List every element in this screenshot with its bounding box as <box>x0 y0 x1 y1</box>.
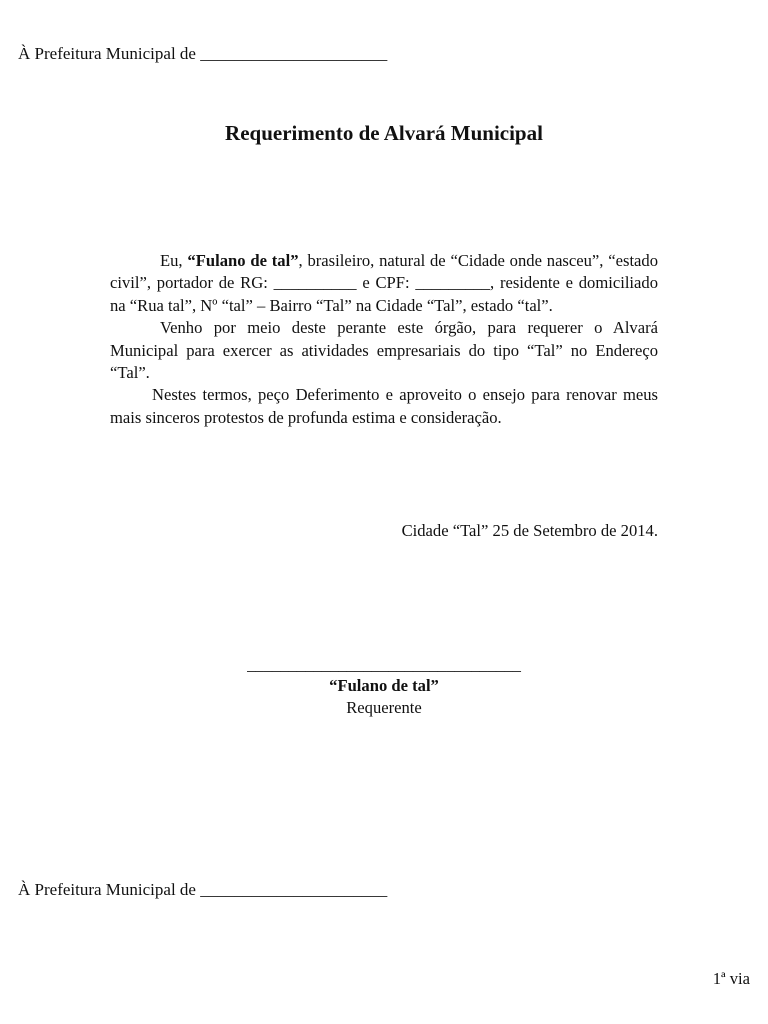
signature-block <box>224 655 544 719</box>
signature-line: _________________________________ <box>247 655 521 674</box>
addressee-line-bottom: À Prefeitura Municipal de ______________________ <box>18 880 388 899</box>
signature-role: Requerente <box>346 698 422 717</box>
paragraph1-prefix: Eu, <box>160 251 188 270</box>
signature-name: “Fulano de tal” <box>329 676 439 695</box>
applicant-name: “Fulano de tal” <box>187 251 299 270</box>
copy-label: 1ª via <box>712 969 750 988</box>
date-line: Cidade “Tal” 25 de Setembro de 2014. <box>401 521 658 540</box>
document-title: Requerimento de Alvará Municipal <box>225 121 543 145</box>
paragraph-identification <box>110 250 658 317</box>
addressee-line-top: À Prefeitura Municipal de ______________________ <box>18 44 388 63</box>
paragraph-request: Venho por meio deste perante este órgão, para requerer o Alvará Municipal para exercer as atividades empresariais do tipo “Tal” no Endereço “Tal”. <box>110 318 658 383</box>
document-body <box>110 250 658 429</box>
paragraph-closing: Nestes termos, peço Deferimento e aproveito o ensejo para renovar meus mais sinceros protestos de profunda estima e consideração. <box>110 385 658 427</box>
paragraph1-rest: , brasileiro, natural de “Cidade onde nasceu”, “estado civil”, portador de RG: __________ e CPF: _________, residente e domiciliado na “Rua tal”, Nº “tal” – Bairro “Tal” na Cidade “Tal”, estado “tal”. <box>110 251 659 315</box>
